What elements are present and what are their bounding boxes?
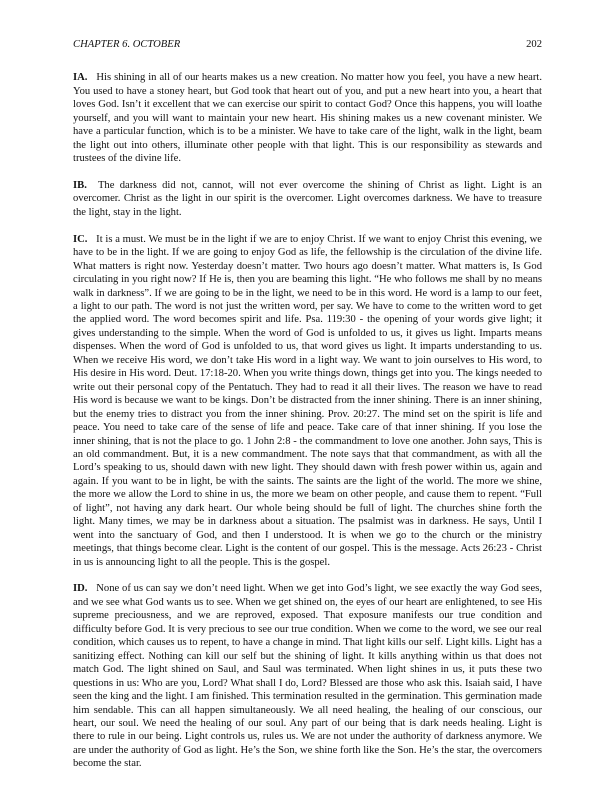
- paragraph-label: IB.: [73, 180, 87, 192]
- paragraph-text: None of us can say we don’t need light. When we get into God’s light, we see exactly the way God sees, and we see what God wants us to see. When we get shined on, the eyes of our heart are enlightened, to see His supreme preciousness, and we are reproved, exposed. That exposure manifests our true condition and difficulty before God. It is very precious to see our true condition. When we come to the word, we see our real condition, which causes us to repent, to have a change in mind. That light kills our self. Light kills. Light has a sanitizing effect. Nothing can kill our self but the shining of light. It kills anything within us that does not match God. The light shined on Saul, and Saul was terminated. When light shines in us, it puts these two questions in us: Who are you, Lord? What shall I do, Lord? Blessed are those who ask this. Isaiah said, I have seen the king and the light. I am finished. This termination resulted in the germination. This germination made him sendable. This can all happen simultaneously. We all need healing, the healing of our conscious, our heart, our soul. We need the healing of our soul. Any part of our being that is dark needs healing. Light is there to rule in our being. Light controls us, rules us. We are not under the authority of darkness anymore. We are under the authority of God as light. He’s the Son, we shine forth like the Son. He’s the star, the overcomers become the star.: [73, 583, 542, 770]
- running-header: [73, 38, 542, 51]
- page-number: 202: [526, 39, 542, 50]
- document-page: [73, 38, 542, 784]
- paragraph-ic: [73, 233, 542, 569]
- paragraph-ib: [73, 179, 542, 219]
- paragraph-label: ID.: [73, 583, 88, 595]
- paragraph-label: IA.: [73, 72, 88, 84]
- paragraph-text: The darkness did not, cannot, will not ever overcome the shining of Christ as light. Light is an overcomer. Christ as the light in our spirit is the overcomer. Light overcomes darkness. We have to treasure the light, stay in the light.: [73, 180, 542, 218]
- paragraph-label: IC.: [73, 233, 88, 245]
- paragraph-ia: [73, 71, 542, 165]
- paragraph-text: It is a must. We must be in the light if we are to enjoy Christ. If we want to enjoy Christ this evening, we have to be in the light. If we are going to enjoy God as life, the fellowship is the circulation of the divine life. What matters is right now. Yesterday doesn’t matter. Two hours ago doesn’t matter. What matters is, Is God circulating in you right now? If He is, then you are beaming this light. “He who follows me shall by no means walk in darkness”. If we are going to be in the light, we need to be in this word. He word is a lamp to our feet, a light to our path. The word is not just the written word, per say. We have to come to the written word to get the applied word. The word becomes spirit and life. Psa. 119:30 - the opening of your words give light; it gives understanding to the simple. When the word of God is unfolded to us, it gives us light. Imparts means dispenses. When the word of God is unfolded to us, that word gives us light. It imparts understanding to us. When we receive His word, we don’t take His word in a light way. We want to join ourselves to His word, to His desire in His word. Deut. 17:18-20. When you write things down, things get into you. The kings needed to write out their personal copy of the Pentatuch. They had to read it all their lives. The reason we have to read His word is because we want to be kings. Don’t be distracted from the inner shining. There is an inner shining, but the enemy tries to distract you from the inner shining. Prov. 20:27. The mind set on the spirit is life and peace. You need to take care of the sense of life and peace. Take care of that inner shining. If you lose the inner shining, that is not the place to go. 1 John 2:8 - the commandment to love one another. John says, This is an old commandment. But, it is a new commandment. The note says that that commandment, as with all the Lord’s speaking to us, should dawn with new light. They should dawn with fresh power within us, again and again. If you want to be in light, be with the saints. The saints are the light of the world. The more we shine, the more we allow the Lord to shine in us, the more we beam on other people, and cause them to repent. “Full of light”, not having any dark heart. Our whole being should be full of light. The churches shine forth the light. Many times, we may be in darkness about a situation. The psalmist was in darkness. He says, Until I went into the sanctuary of God, and then I understood. It is when we go to the church or the ministry meetings, that things become clear. Light is the content of our gospel. This is the message. Acts 26:23 - Christ in us is announcing light to all the people. This is the gospel.: [73, 233, 542, 568]
- paragraph-text: His shining in all of our hearts makes us a new creation. No matter how you feel, you have a new heart. You used to have a stoney heart, but God took that heart out of you, and put a new heart into you, a heart that loves God. Isn’t it excellent that we can exercise our spirit to contact God? Once this happens, you will loathe yourself, and you will want to maintain your new heart. His shining makes us a new covenant minister. We have a particular function, which is to be a minister. We have to take care of the light, walk in the light, beam the light out into others, illuminate other people with that light. This is our responsibility as stewards and trustees of the divine life.: [73, 72, 542, 165]
- chapter-title: CHAPTER 6. OCTOBER: [73, 39, 181, 50]
- paragraph-id: [73, 582, 542, 770]
